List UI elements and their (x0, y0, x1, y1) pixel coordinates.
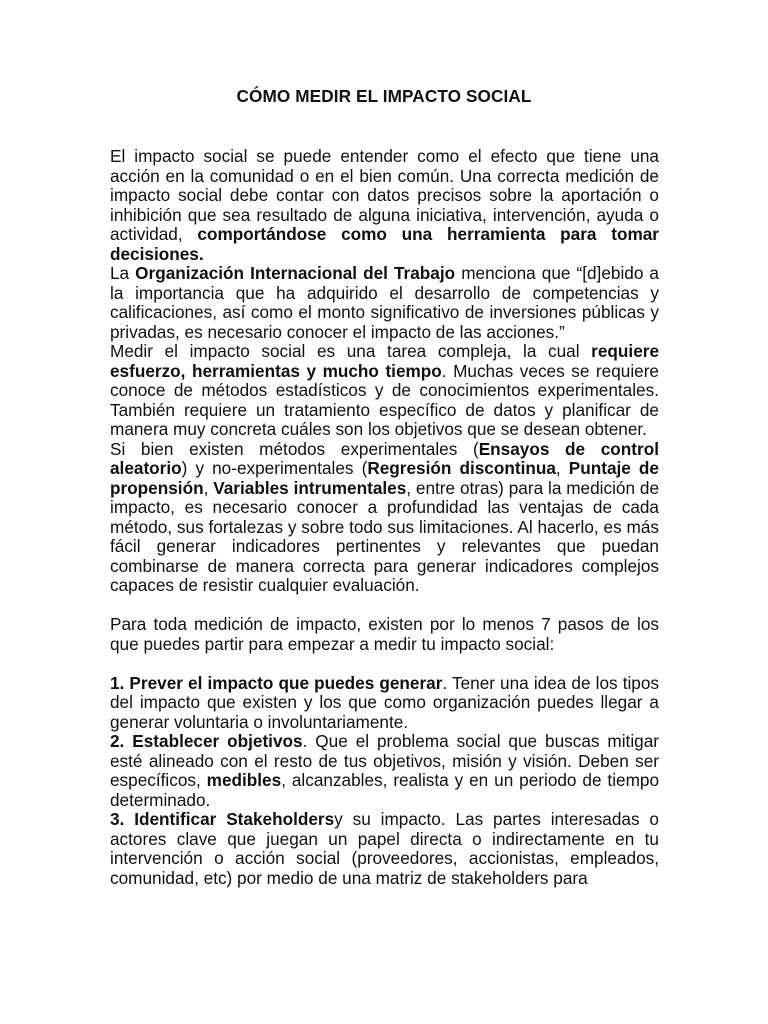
paragraph-emphasis: requiere esfuerzo, herramientas y mucho tiempo (110, 341, 659, 381)
step-text: y su impacto. Las partes interesadas o actores clave que juegan un papel directa o indirectamente en tu intervención o acción social (proveedores, accionistas, empleados, comunidad, etc) por medio de una matriz de stakeholders para (110, 809, 659, 888)
paragraph-text: , entre otras) para la medición de impacto, es necesario conocer a profundidad las ventajas de cada método, sus fortalezas y sobre todo sus limitaciones. Al hacerlo, es más fácil generar indicadores pertinentes y relevantes que puedan combinarse de manera correcta para generar indicadores complejos capaces de resistir cualquier evaluación. (110, 477, 659, 595)
paragraph-text: Medir el impacto social es una tarea compleja, la cual (110, 341, 592, 361)
document-body (110, 147, 659, 888)
paragraph-text: La (110, 263, 136, 283)
step-text: . Que el problema social que buscas mitigar esté alineado con el resto de tus objetivos, misión y visión. Deben ser específicos, (110, 731, 659, 790)
step-heading: 3. Identificar Stakeholders (110, 809, 335, 829)
step-heading: 1. Prever el impacto que puedes generar (110, 672, 443, 693)
paragraph-emphasis: Variables intrumentales (213, 477, 407, 498)
paragraph-emphasis: Organización Internacional del Trabajo (135, 263, 456, 283)
paragraph-text: El impacto social se puede entender como el efecto que tiene una acción en la comunidad o en el bien común. Una correcta medición de impacto social debe contar con datos precisos sobre la aportación o inhibición que sea resultado de alguna iniciativa, intervención, ayuda o actividad, (110, 146, 659, 244)
paragraph-methods (110, 440, 659, 596)
paragraph-complexity (110, 342, 659, 440)
step-text: . Tener una idea de los tipos del impacto que existen y los que como organización puedes llegar a generar voluntaria o involuntariamente. (110, 672, 659, 732)
step-text: , alcanzables, realista y en un periodo de tiempo determinado. (110, 770, 660, 810)
step-heading: 2. Establecer objetivos (110, 731, 303, 751)
step-item (110, 732, 659, 810)
paragraph-text: menciona que “[d]ebido a la importancia que ha adquirido el desarrollo de competencias y calificaciones, así como el monto significativo de inversiones públicas y privadas, es necesario conocer el impacto de las acciones.” (110, 263, 659, 342)
paragraph-definition (110, 147, 659, 264)
step-item (110, 674, 659, 733)
paragraph-oit-quote (110, 264, 659, 342)
paragraph-text: Si bien existen métodos experimentales ( (110, 438, 479, 459)
paragraph-text: , (555, 458, 569, 478)
paragraph-emphasis: comportándose como una herramienta para tomar decisiones. (110, 224, 659, 264)
step-item (110, 810, 659, 888)
paragraph-text: , (203, 477, 214, 498)
document-title: CÓMO MEDIR EL IMPACTO SOCIAL (236, 86, 532, 106)
paragraph-emphasis: Puntaje de propensión (110, 458, 659, 498)
paragraph-emphasis: Ensayos de control aleatorio (110, 438, 659, 478)
paragraph-emphasis: Regresión discontinua (367, 458, 556, 478)
paragraph-text: ) y no-experimentales ( (181, 458, 368, 478)
step-emphasis: medibles (206, 770, 282, 790)
paragraph-text: . Muchas veces se requiere conoce de métodos estadísticos y de conocimientos experimentales. También requiere un tratamiento específico de datos y planificar de manera muy concreta cuáles son los objetivos que se desean obtener. (110, 360, 659, 439)
paragraph-steps-intro: Para toda medición de impacto, existen por lo menos 7 pasos de los que puedes partir para empezar a medir tu impacto social: (110, 614, 659, 654)
